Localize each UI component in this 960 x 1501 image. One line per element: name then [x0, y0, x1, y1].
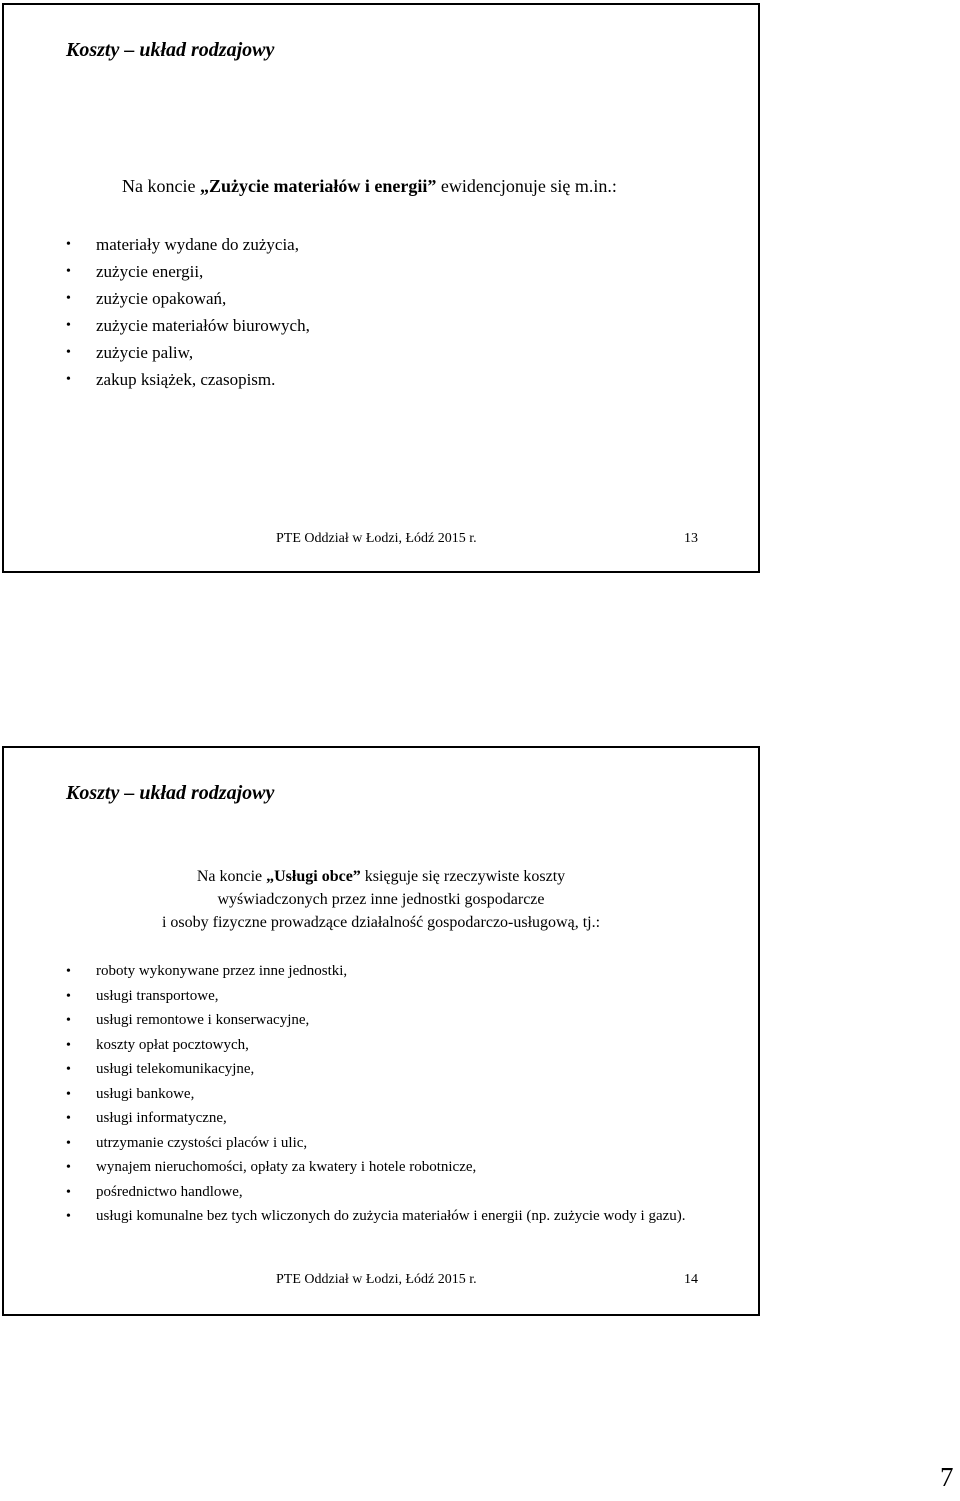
slide-number: 13: [684, 531, 698, 546]
slide-title: Koszty – układ rodzajowy: [66, 39, 275, 61]
bullet-list: [66, 231, 310, 393]
intro-prefix: Na koncie: [196, 868, 267, 885]
list-item: • usługi remontowe i konserwacyjne,: [66, 1010, 686, 1031]
list-item: • roboty wykonywane przez inne jednostki,: [66, 961, 686, 982]
list-item: • usługi komunalne bez tych wliczonych do zużycia materiałów i energii (np. zużycie wody i gazu).: [66, 1206, 686, 1227]
bullet-list: [66, 961, 686, 1231]
list-item: • wynajem nieruchomości, opłaty za kwatery i hotele robotnicze,: [66, 1157, 686, 1178]
list-item: • usługi telekomunikacyjne,: [66, 1059, 686, 1080]
intro-line: wyświadczonych przez inne jednostki gospodarcze: [217, 891, 545, 908]
list-item: • zakup książek, czasopism.: [66, 366, 310, 393]
intro-line: [4, 865, 758, 888]
intro-suffix: księguje się rzeczywiste koszty: [360, 868, 566, 885]
list-item: • zużycie energii,: [66, 258, 310, 285]
slide-14: [2, 746, 760, 1316]
list-item: • zużycie opakowań,: [66, 285, 310, 312]
list-item: • usługi bankowe,: [66, 1084, 686, 1105]
list-item: • usługi informatyczne,: [66, 1108, 686, 1129]
intro-account-name: „Usługi obce”: [266, 868, 361, 885]
slide-footer: PTE Oddział w Łodzi, Łódź 2015 r.: [276, 531, 477, 546]
list-item: • materiały wydane do zużycia,: [66, 231, 310, 258]
list-item: • utrzymanie czystości placów i ulic,: [66, 1133, 686, 1154]
list-item: • zużycie paliw,: [66, 339, 310, 366]
list-item: • usługi transportowe,: [66, 986, 686, 1007]
list-item: • zużycie materiałów biurowych,: [66, 312, 310, 339]
list-item: • koszty opłat pocztowych,: [66, 1035, 686, 1056]
slide-footer: PTE Oddział w Łodzi, Łódź 2015 r.: [276, 1272, 477, 1287]
slide-title: Koszty – układ rodzajowy: [66, 782, 275, 804]
slide-13: [2, 3, 760, 573]
slide-intro: [4, 865, 758, 934]
list-item: • pośrednictwo handlowe,: [66, 1182, 686, 1203]
intro-prefix: Na koncie: [122, 176, 200, 196]
intro-line: i osoby fizyczne prowadzące działalność gospodarczo-usługową, tj.:: [161, 914, 601, 931]
slide-number: 14: [684, 1272, 698, 1287]
intro-suffix: ewidencjonuje się m.in.:: [436, 176, 617, 196]
intro-account-name: „Zużycie materiałów i energii”: [199, 176, 437, 196]
slide-intro: [122, 176, 617, 197]
page-number: 7: [940, 1462, 954, 1492]
